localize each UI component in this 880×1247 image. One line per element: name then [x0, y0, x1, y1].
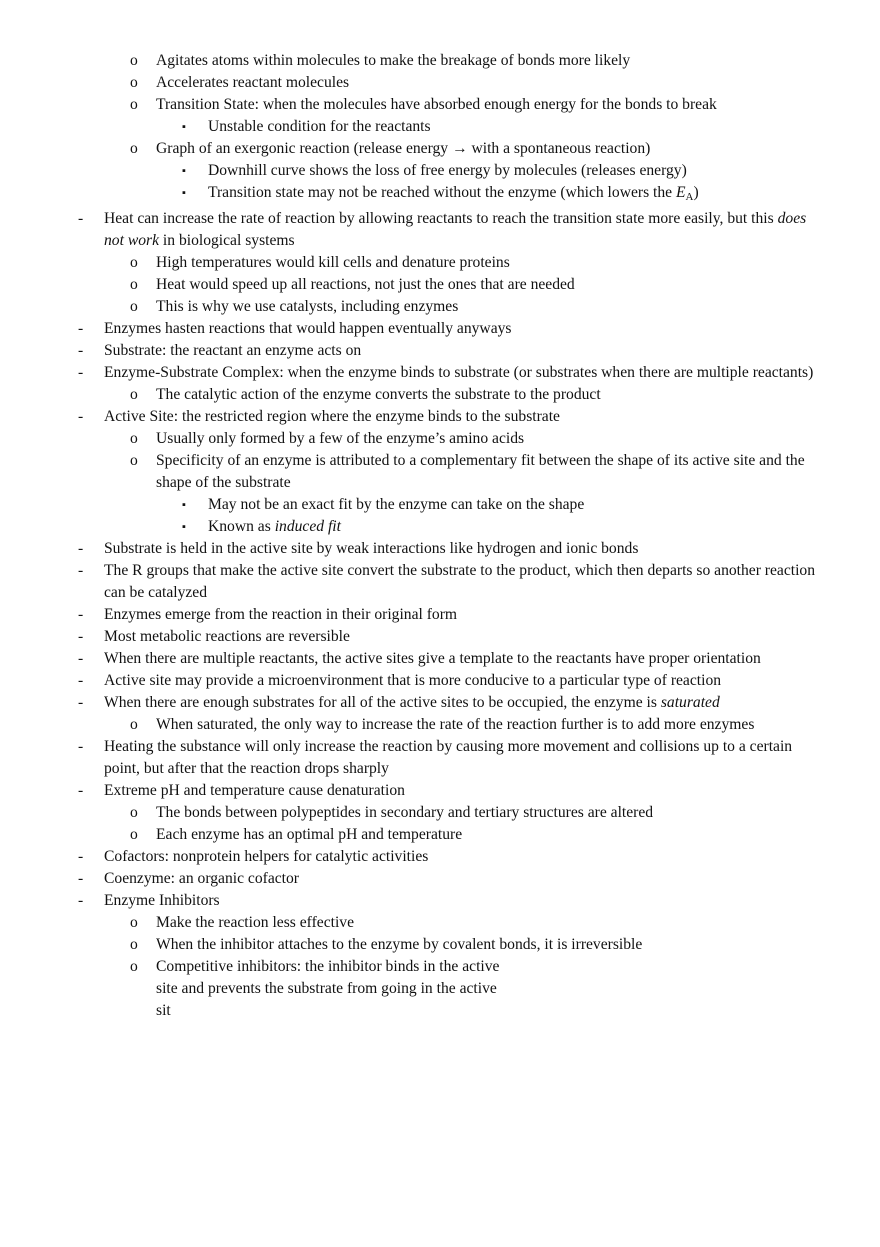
note-item-level-0 — [0, 362, 824, 384]
note-item-level-1 — [0, 384, 826, 406]
note-text: May not be an exact fit by the enzyme can take on the shape — [208, 496, 585, 513]
bullet-marker: - — [78, 408, 84, 425]
note-item-level-0 — [0, 780, 824, 802]
bullet-marker: o — [130, 804, 138, 821]
bullet-marker: o — [130, 140, 138, 157]
note-item-level-2 — [0, 182, 818, 208]
note-text: Competitive inhibitors: the inhibitor binds in the active site and prevents the substrate from going in the active sit — [156, 958, 500, 1019]
note-item-level-0 — [0, 318, 824, 340]
note-text: Enzyme-Substrate Complex: when the enzyme binds to substrate (or substrates when there are multiple reactants) — [104, 364, 814, 381]
note-item-level-1 — [0, 824, 826, 846]
bullet-marker: o — [130, 254, 138, 271]
note-text: Substrate: the reactant an enzyme acts on — [104, 342, 362, 359]
note-text: Transition State: when the molecules have absorbed enough energy for the bonds to break — [156, 96, 717, 113]
note-text: Agitates atoms within molecules to make the breakage of bonds more likely — [156, 52, 631, 69]
note-text: Accelerates reactant molecules — [156, 74, 350, 91]
bullet-marker: ▪ — [182, 165, 186, 177]
note-item-level-0 — [0, 340, 824, 362]
note-item-level-0 — [0, 626, 824, 648]
note-text: Unstable condition for the reactants — [208, 118, 431, 135]
note-text: Extreme pH and temperature cause denaturation — [104, 782, 405, 799]
note-item-level-0 — [0, 736, 824, 780]
note-text: The R groups that make the active site convert the substrate to the product, which then departs so another reaction can be catalyzed — [104, 562, 816, 601]
note-item-level-1 — [0, 252, 826, 274]
note-item-level-0 — [0, 538, 824, 560]
note-item-level-1 — [0, 296, 826, 318]
bullet-marker: o — [130, 298, 138, 315]
note-text: This is why we use catalysts, including enzymes — [156, 298, 459, 315]
note-item-level-2 — [0, 494, 818, 516]
note-item-level-1 — [0, 714, 826, 736]
bullet-marker: o — [130, 52, 138, 69]
bullet-marker: o — [130, 386, 138, 403]
note-text: Active site may provide a microenvironment that is more conducive to a particular type of reaction — [104, 672, 722, 689]
bullet-marker: o — [130, 914, 138, 931]
note-text: Make the reaction less effective — [156, 914, 355, 931]
bullet-marker: - — [78, 848, 84, 865]
note-text: Cofactors: nonprotein helpers for catalytic activities — [104, 848, 429, 865]
note-text: Enzymes hasten reactions that would happen eventually anyways — [104, 320, 512, 337]
bullet-marker: o — [130, 430, 138, 447]
note-item-level-1 — [0, 138, 826, 160]
note-item-level-1 — [0, 802, 826, 824]
note-text: Coenzyme: an organic cofactor — [104, 870, 299, 887]
bullet-marker: - — [78, 782, 84, 799]
note-item-level-2 — [0, 160, 818, 182]
note-item-level-0 — [0, 560, 824, 604]
document-page — [0, 50, 880, 1022]
note-item-level-1 — [0, 428, 826, 450]
note-text: The catalytic action of the enzyme converts the substrate to the product — [156, 386, 601, 403]
note-item-level-1 — [0, 94, 826, 116]
note-item-level-1 — [0, 450, 826, 494]
note-item-level-0 — [0, 868, 824, 890]
bullet-marker: o — [130, 276, 138, 293]
bullet-marker: o — [130, 936, 138, 953]
note-text: When the inhibitor attaches to the enzyme by covalent bonds, it is irreversible — [156, 936, 643, 953]
note-text: Heating the substance will only increase the reaction by causing more movement and collisions up to a certain point, but after that the reaction drops sharply — [104, 738, 793, 777]
bullet-marker: o — [130, 452, 138, 469]
note-text: Each enzyme has an optimal pH and temperature — [156, 826, 463, 843]
bullet-marker: ▪ — [182, 499, 186, 511]
note-text: Enzymes emerge from the reaction in their original form — [104, 606, 458, 623]
note-text: High temperatures would kill cells and denature proteins — [156, 254, 510, 271]
note-text: Substrate is held in the active site by weak interactions like hydrogen and ionic bonds — [104, 540, 639, 557]
note-item-level-0 — [0, 648, 824, 670]
note-text: The bonds between polypeptides in secondary and tertiary structures are altered — [156, 804, 654, 821]
note-item-level-0 — [0, 406, 824, 428]
note-text: Known as induced fit — [208, 518, 341, 535]
note-text: Transition state may not be reached without the enzyme (which lowers the $E_A$) — [208, 184, 699, 203]
note-item-level-1 — [0, 72, 826, 94]
note-item-level-0 — [0, 890, 824, 912]
note-text: Active Site: the restricted region where the enzyme binds to the substrate — [104, 408, 560, 425]
bullet-marker: o — [130, 826, 138, 843]
note-item-level-0 — [0, 208, 824, 252]
bullet-marker: o — [130, 958, 138, 975]
note-item-level-1 — [0, 912, 826, 934]
bullet-marker: - — [78, 650, 84, 667]
bullet-marker: - — [78, 364, 84, 381]
note-text: Usually only formed by a few of the enzyme’s amino acids — [156, 430, 525, 447]
bullet-marker: - — [78, 672, 84, 689]
note-item-level-0 — [0, 670, 824, 692]
bullet-marker: - — [78, 628, 84, 645]
note-text: When there are multiple reactants, the active sites give a template to the reactants have proper orientation — [104, 650, 761, 667]
note-text: Enzyme Inhibitors — [104, 892, 220, 909]
bullet-marker: o — [130, 96, 138, 113]
bullet-marker: - — [78, 320, 84, 337]
bullet-marker: o — [130, 716, 138, 733]
bullet-marker: o — [130, 74, 138, 91]
note-text: Specificity of an enzyme is attributed to a complementary fit between the shape of its active site and the shape of the substrate — [156, 452, 805, 491]
bullet-marker: ▪ — [182, 187, 186, 199]
bullet-marker: - — [78, 210, 84, 227]
bullet-marker: - — [78, 892, 84, 909]
bullet-marker: - — [78, 540, 84, 557]
note-item-level-2 — [0, 116, 818, 138]
note-text: Downhill curve shows the loss of free energy by molecules (releases energy) — [208, 162, 687, 179]
note-text: Most metabolic reactions are reversible — [104, 628, 350, 645]
note-item-level-1 — [0, 50, 826, 72]
note-text: Heat would speed up all reactions, not just the ones that are needed — [156, 276, 575, 293]
note-item-level-1 — [0, 934, 826, 956]
note-text: Heat can increase the rate of reaction by allowing reactants to reach the transition state more easily, but this does not work in biological systems — [104, 210, 807, 249]
note-item-level-0 — [0, 604, 824, 626]
bullet-marker: - — [78, 738, 84, 755]
note-text: When there are enough substrates for all of the active sites to be occupied, the enzyme is saturated — [104, 694, 720, 711]
note-text: When saturated, the only way to increase the rate of the reaction further is to add more enzymes — [156, 716, 755, 733]
note-item-level-2 — [0, 516, 818, 538]
bullet-marker: - — [78, 870, 84, 887]
bullet-marker: - — [78, 606, 84, 623]
note-text: Graph of an exergonic reaction (release energy → with a spontaneous reaction) — [156, 140, 651, 157]
bullet-marker: - — [78, 694, 84, 711]
bullet-marker: - — [78, 342, 84, 359]
note-item-level-1 — [0, 956, 506, 1022]
note-item-level-0 — [0, 846, 824, 868]
bullet-marker: ▪ — [182, 521, 186, 533]
bullet-marker: - — [78, 562, 84, 579]
note-item-level-1 — [0, 274, 826, 296]
note-item-level-0 — [0, 692, 824, 714]
bullet-marker: ▪ — [182, 121, 186, 133]
